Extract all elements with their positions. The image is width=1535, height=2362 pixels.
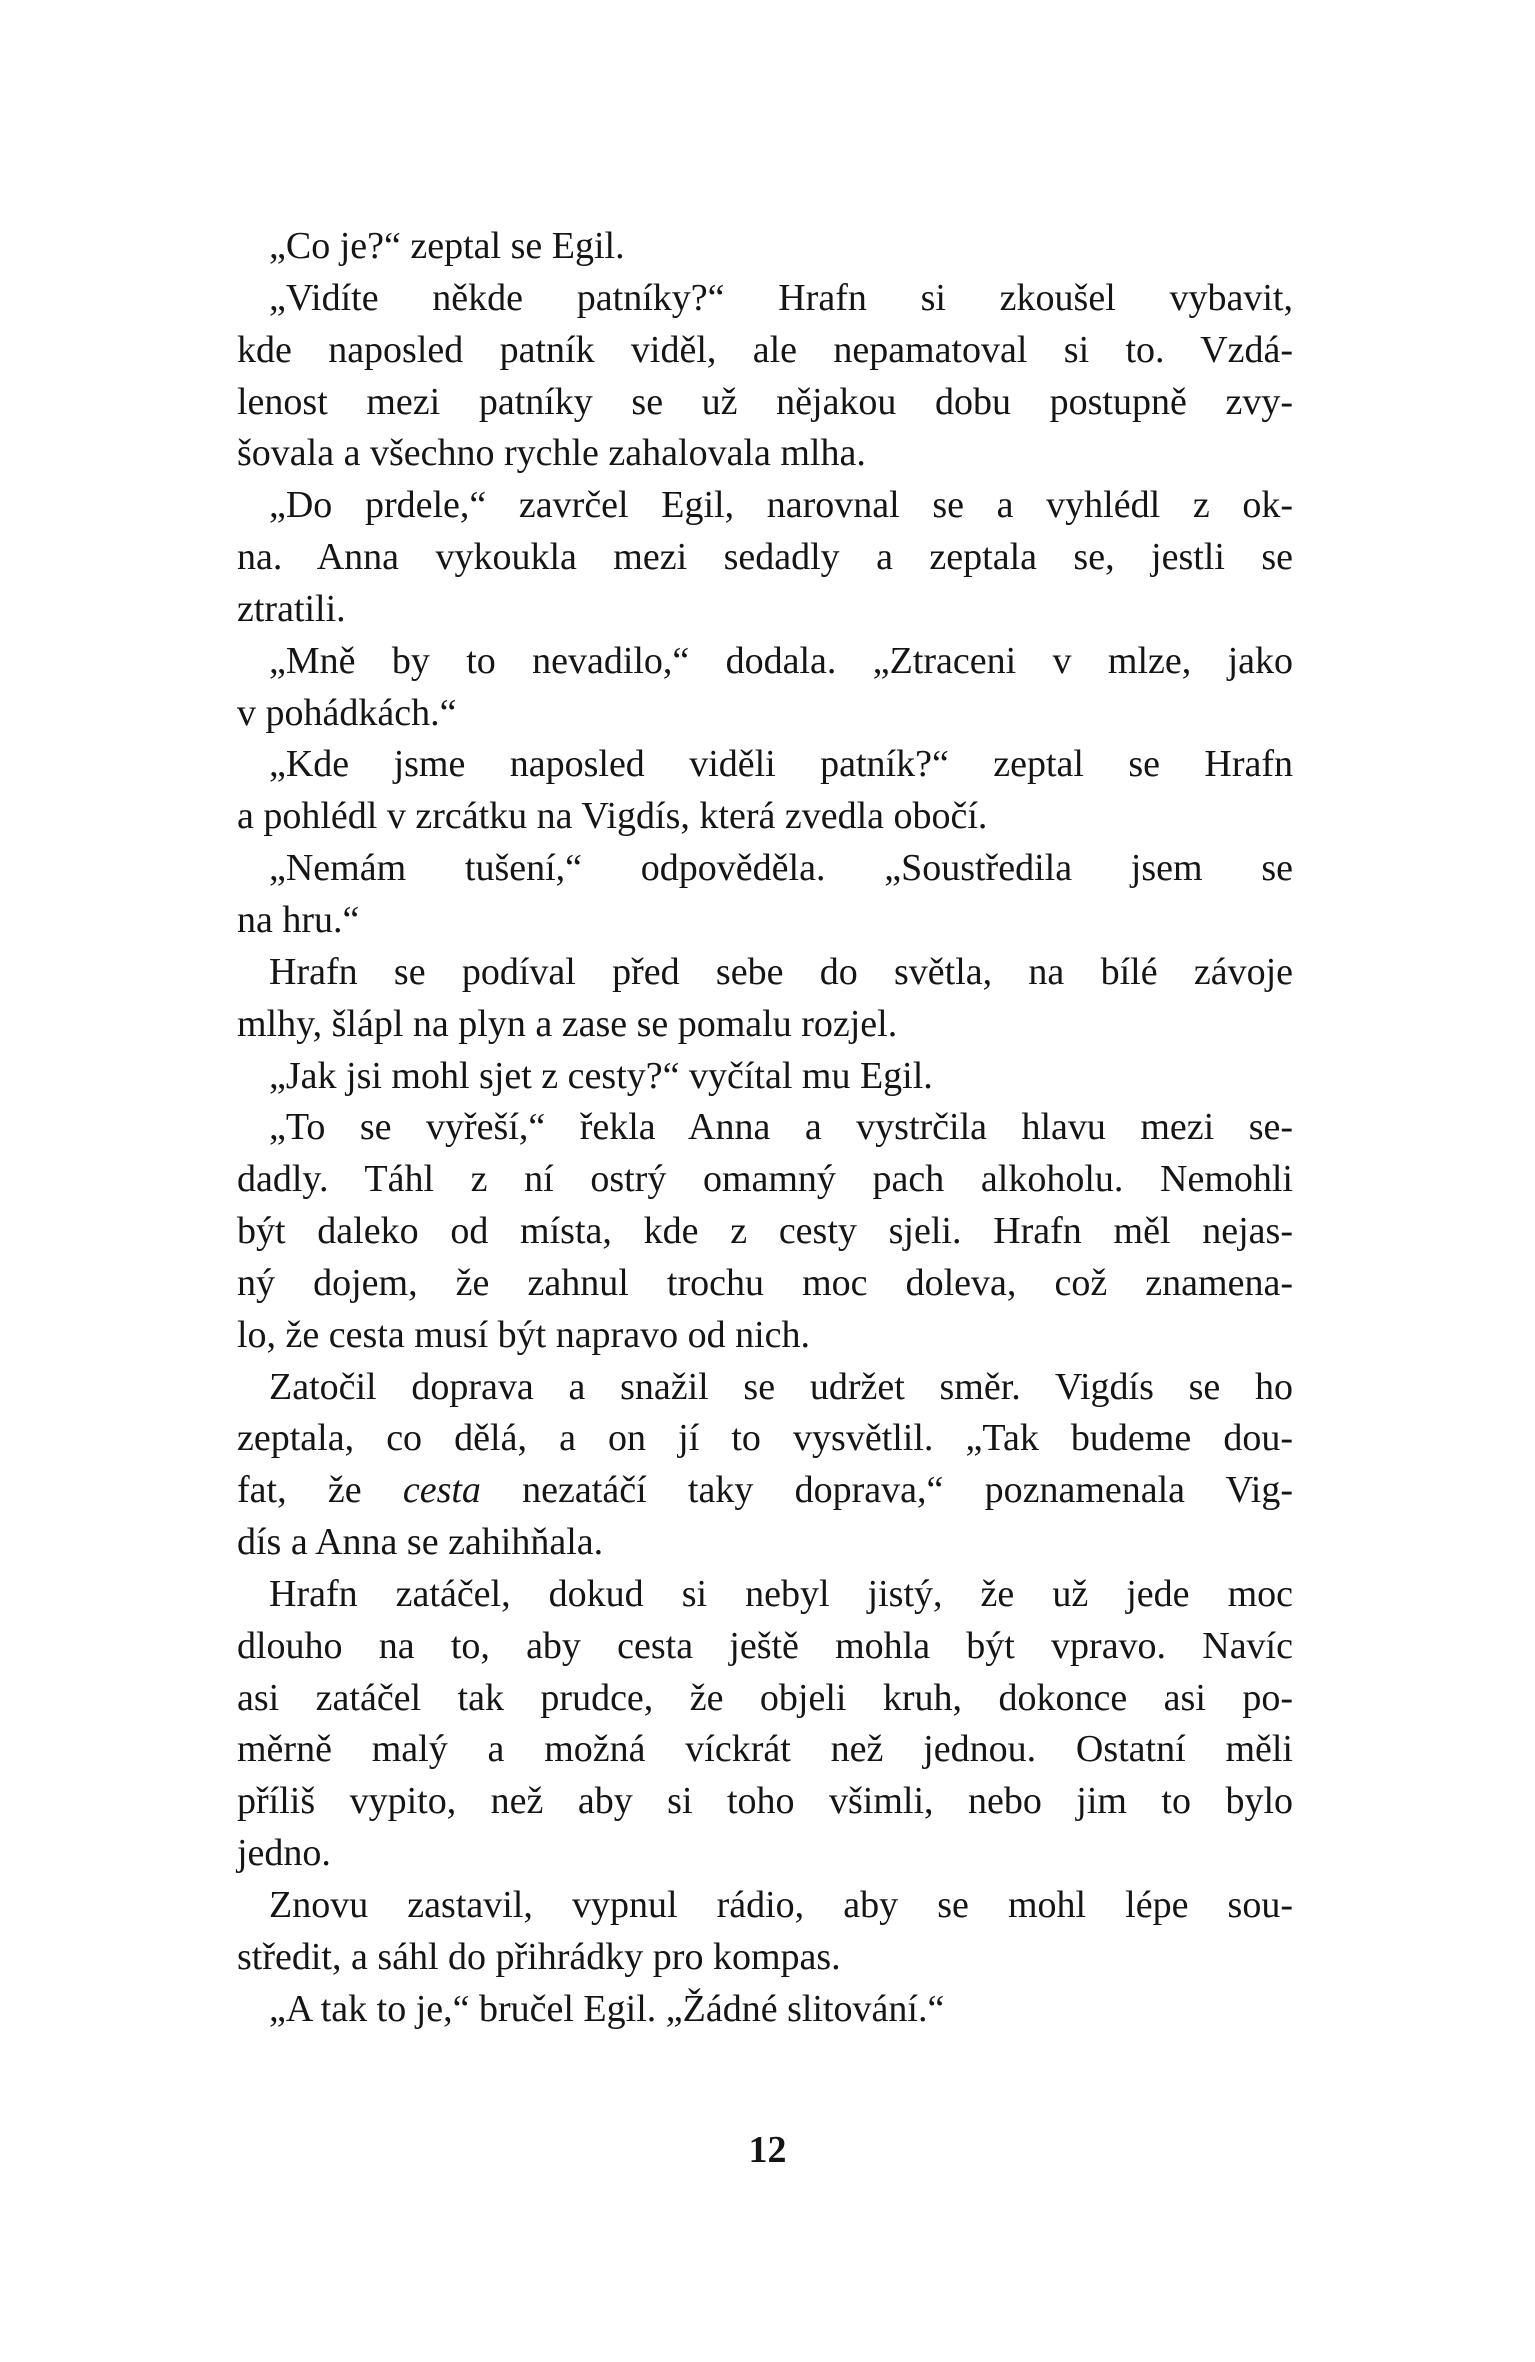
text-segment: dlouho na to, aby cesta ještě mohla být vpravo. Navíc <box>237 1624 1293 1667</box>
text-segment: „Mně by to nevadilo,“ dodala. „Ztraceni v mlze, jako <box>269 639 1293 682</box>
text-segment: „Co je?“ zeptal se Egil. <box>269 225 625 267</box>
text-segment: asi zatáčel tak prudce, že objeli kruh, dokonce asi po- <box>237 1676 1293 1719</box>
text-segment: dadly. Táhl z ní ostrý omamný pach alkoholu. Nemohli <box>237 1158 1293 1201</box>
text-segment: jedno. <box>237 1832 331 1875</box>
text-line <box>237 532 1293 584</box>
body-text <box>237 221 1293 2036</box>
text-segment: kde naposled patník viděl, ale nepamatoval si to. Vzdá- <box>237 328 1293 371</box>
text-line <box>237 1932 1293 1984</box>
text-line <box>237 377 1293 429</box>
text-segment: Hrafn se podíval před sebe do světla, na bílé závoje <box>269 950 1293 993</box>
text-line <box>237 273 1293 325</box>
text-segment: ný dojem, že zahnul trochu moc doleva, což znamena- <box>237 1261 1293 1304</box>
text-segment: „To se vyřeší,“ řekla Anna a vystrčila hlavu mezi se- <box>269 1106 1293 1149</box>
text-segment: Hrafn zatáčel, dokud si nebyl jistý, že už jede moc <box>269 1572 1293 1615</box>
text-line <box>237 739 1293 791</box>
text-line <box>237 1621 1293 1673</box>
text-line <box>237 1984 1293 2036</box>
text-segment: na. Anna vykoukla mezi sedadly a zeptala se, jestli se <box>237 536 1293 579</box>
text-segment: měrně malý a možná víckrát než jednou. Ostatní měli <box>237 1728 1293 1771</box>
text-line <box>237 636 1293 688</box>
text-segment: „A tak to je,“ bručel Egil. „Žádné slitování.“ <box>269 1987 945 2030</box>
text-line <box>237 1206 1293 1258</box>
text-line <box>237 1724 1293 1776</box>
text-segment: středit, a sáhl do přihrádky pro kompas. <box>237 1935 841 1978</box>
text-segment: šovala a všechno rychle zahalovala mlha. <box>237 432 866 475</box>
text-segment: lenost mezi patníky se už nějakou dobu postupně zvy- <box>237 380 1293 423</box>
text-line <box>237 791 1293 843</box>
text-line <box>237 480 1293 532</box>
text-line <box>237 1310 1293 1362</box>
text-segment: v pohádkách.“ <box>237 691 457 734</box>
text-line <box>237 1828 1293 1880</box>
text-segment: příliš vypito, než aby si toho všimli, nebo jim to bylo <box>237 1780 1293 1823</box>
text-segment: mlhy, šlápl na plyn a zase se pomalu rozjel. <box>237 1002 898 1045</box>
text-segment: Znovu zastavil, vypnul rádio, aby se mohl lépe sou- <box>269 1884 1293 1926</box>
text-segment: „Vidíte někde patníky?“ Hrafn si zkoušel vybavit, <box>269 276 1293 319</box>
text-line <box>237 1776 1293 1828</box>
text-line <box>237 1154 1293 1206</box>
text-line <box>237 1465 1293 1517</box>
text-segment: lo, že cesta musí být napravo od nich. <box>237 1313 811 1356</box>
text-line <box>237 1569 1293 1621</box>
text-line <box>237 843 1293 895</box>
text-line <box>237 1051 1293 1103</box>
text-line <box>237 325 1293 377</box>
text-line <box>237 1258 1293 1310</box>
text-segment: dís a Anna se zahihňala. <box>237 1521 604 1564</box>
text-line <box>237 1413 1293 1465</box>
text-segment: a pohlédl v zrcátku na Vigdís, která zvedla obočí. <box>237 795 988 838</box>
text-segment: „Kde jsme naposled viděli patník?“ zeptal se Hrafn <box>269 743 1293 786</box>
text-line <box>237 1102 1293 1154</box>
text-segment: Zatočil doprava a snažil se udržet směr. Vigdís se ho <box>269 1365 1293 1408</box>
text-segment: být daleko od místa, kde z cesty sjeli. Hrafn měl nejas- <box>237 1210 1293 1253</box>
text-line <box>237 221 1293 273</box>
text-segment: na hru.“ <box>237 898 360 941</box>
text-line <box>237 1880 1293 1932</box>
text-segment: „Jak jsi mohl sjet z cesty?“ vyčítal mu Egil. <box>269 1054 933 1097</box>
text-line <box>237 1673 1293 1725</box>
text-line <box>237 584 1293 636</box>
text-line <box>237 1517 1293 1569</box>
text-line <box>237 947 1293 999</box>
page-number: 12 <box>748 2129 787 2171</box>
text-line <box>237 688 1293 740</box>
text-segment: fat, že <box>237 1469 403 1512</box>
text-segment: zeptala, co dělá, a on jí to vysvětlil. „Tak budeme dou- <box>237 1417 1293 1460</box>
text-segment: ztratili. <box>237 587 346 630</box>
text-segment: nezatáčí taky doprava,“ poznamenala Vig- <box>480 1469 1293 1512</box>
text-segment: „Do prdele,“ zavrčel Egil, narovnal se a vyhlédl z ok- <box>269 484 1293 527</box>
text-line <box>237 999 1293 1051</box>
text-line <box>237 1362 1293 1414</box>
text-line <box>237 428 1293 480</box>
italic-text: cesta <box>402 1469 481 1512</box>
text-segment: „Nemám tušení,“ odpověděla. „Soustředila jsem se <box>269 847 1293 890</box>
text-line <box>237 895 1293 947</box>
